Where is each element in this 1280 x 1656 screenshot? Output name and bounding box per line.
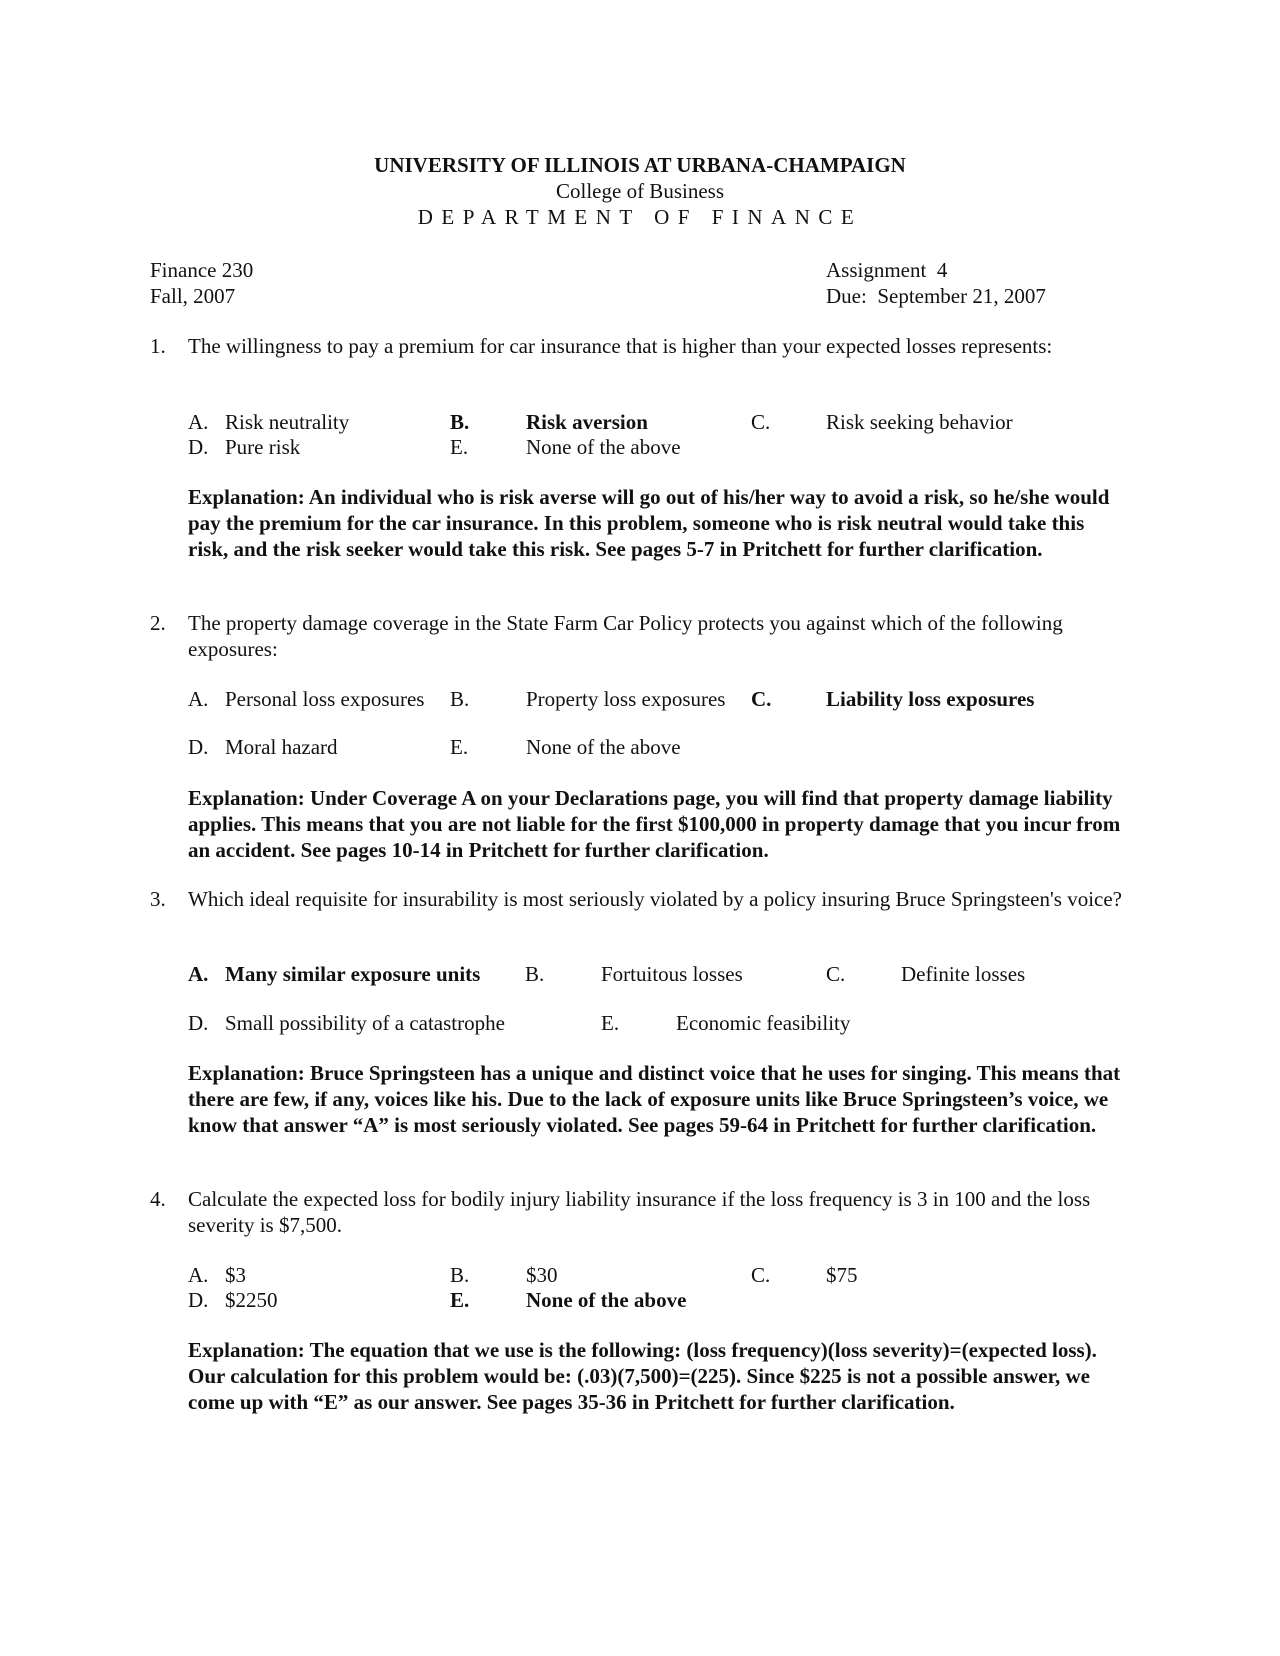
explanation-text: Explanation: The equation that we use is the following: (loss frequency)(loss severity)=(expected loss). Our calculation for this problem would be: (.03)(7,500)=(225). Since $225 is not a possible answer, we come up with “E” as our answer. See pages 35-36 in Pritchett for further clarification. bbox=[188, 1338, 1097, 1414]
option-text: Property loss exposures bbox=[526, 687, 726, 711]
university-name: UNIVERSITY OF ILLINOIS AT URBANA-CHAMPAIGN bbox=[374, 153, 906, 177]
question-number: 3. bbox=[150, 887, 166, 911]
assignment-number: Assignment 4 bbox=[826, 258, 948, 282]
question-text: Which ideal requisite for insurability is most seriously violated by a policy insuring Bruce Springsteen's voice? bbox=[188, 887, 1123, 911]
option-letter: A. bbox=[188, 410, 209, 434]
department-name: DEPARTMENT OF FINANCE bbox=[417, 205, 863, 229]
answer-options-row bbox=[188, 434, 1128, 460]
option-letter: E. bbox=[450, 435, 469, 459]
answer-options-row bbox=[188, 1010, 1128, 1036]
option-text: Moral hazard bbox=[225, 735, 338, 759]
question-text: The property damage coverage in the State Farm Car Policy protects you against which of the following exposures: bbox=[188, 611, 1063, 661]
option-text: $2250 bbox=[225, 1288, 278, 1312]
option-text: Risk neutrality bbox=[225, 410, 350, 434]
explanation-text: Explanation: Under Coverage A on your Declarations page, you will find that property damage liability applies. This means that you are not liable for the first $100,000 in property damage that you incur from an accident. See pages 10-14 in Pritchett for further clarification. bbox=[188, 786, 1121, 862]
answer-options-row bbox=[188, 409, 1128, 435]
correct-option-letter: B. bbox=[450, 410, 470, 434]
option-letter: D. bbox=[188, 735, 209, 759]
correct-option-letter: E. bbox=[450, 1288, 470, 1312]
option-letter: C. bbox=[751, 410, 771, 434]
option-letter: C. bbox=[826, 962, 846, 986]
option-text: $3 bbox=[225, 1263, 246, 1287]
correct-option-letter: C. bbox=[751, 687, 772, 711]
option-text: Risk seeking behavior bbox=[826, 410, 1013, 434]
term: Fall, 2007 bbox=[150, 284, 236, 308]
correct-option-text: None of the above bbox=[526, 1288, 687, 1312]
option-letter: C. bbox=[751, 1263, 771, 1287]
option-letter: D. bbox=[188, 435, 209, 459]
answer-options-row bbox=[188, 961, 1128, 987]
option-text: Definite losses bbox=[901, 962, 1026, 986]
option-letter: B. bbox=[450, 687, 470, 711]
college-name: College of Business bbox=[556, 179, 724, 203]
option-text: $75 bbox=[826, 1263, 858, 1287]
answer-options-row bbox=[188, 734, 1128, 760]
assignment-meta bbox=[150, 257, 1090, 309]
question-number: 2. bbox=[150, 611, 166, 635]
question-text: Calculate the expected loss for bodily injury liability insurance if the loss frequency is 3 in 100 and the loss severity is $7,500. bbox=[188, 1187, 1091, 1237]
question-number: 4. bbox=[150, 1187, 166, 1211]
correct-option-text: Risk aversion bbox=[526, 410, 648, 434]
option-text: Small possibility of a catastrophe bbox=[225, 1011, 505, 1035]
option-text: Pure risk bbox=[225, 435, 301, 459]
document-header bbox=[0, 152, 1280, 230]
option-text: None of the above bbox=[526, 735, 681, 759]
answer-options-row bbox=[188, 1287, 1128, 1313]
option-letter: A. bbox=[188, 687, 209, 711]
option-text: None of the above bbox=[526, 435, 681, 459]
question-number: 1. bbox=[150, 334, 166, 358]
correct-option-text: Liability loss exposures bbox=[826, 687, 1035, 711]
course-name: Finance 230 bbox=[150, 258, 254, 282]
answer-options-row bbox=[188, 686, 1128, 712]
correct-option-letter: A. bbox=[188, 962, 209, 986]
option-text: Personal loss exposures bbox=[225, 687, 425, 711]
explanation-text: Explanation: Bruce Springsteen has a unique and distinct voice that he uses for singing. This means that there are few, if any, voices like his. Due to the lack of exposure units like Bruce Springsteen’s voice, we know that answer “A” is most seriously violated. See pages 59-64 in Pritchett for further clarification. bbox=[188, 1061, 1121, 1137]
option-text: Fortuitous losses bbox=[601, 962, 743, 986]
option-letter: E. bbox=[450, 735, 469, 759]
option-text: Economic feasibility bbox=[676, 1011, 851, 1035]
option-letter: D. bbox=[188, 1288, 209, 1312]
option-letter: E. bbox=[601, 1011, 620, 1035]
option-letter: B. bbox=[450, 1263, 470, 1287]
answer-options-row bbox=[188, 1262, 1128, 1288]
correct-option-text: Many similar exposure units bbox=[225, 962, 481, 986]
option-letter: D. bbox=[188, 1011, 209, 1035]
option-letter: A. bbox=[188, 1263, 209, 1287]
due-date: Due: September 21, 2007 bbox=[826, 284, 1046, 308]
question-text: The willingness to pay a premium for car insurance that is higher than your expected losses represents: bbox=[188, 334, 1053, 358]
option-text: $30 bbox=[526, 1263, 558, 1287]
explanation-text: Explanation: An individual who is risk averse will go out of his/her way to avoid a risk, so he/she would pay the premium for the car insurance. In this problem, someone who is risk neutral would take this risk, and the risk seeker would take this risk. See pages 5-7 in Pritchett for further clarification. bbox=[188, 485, 1110, 561]
option-letter: B. bbox=[525, 962, 545, 986]
